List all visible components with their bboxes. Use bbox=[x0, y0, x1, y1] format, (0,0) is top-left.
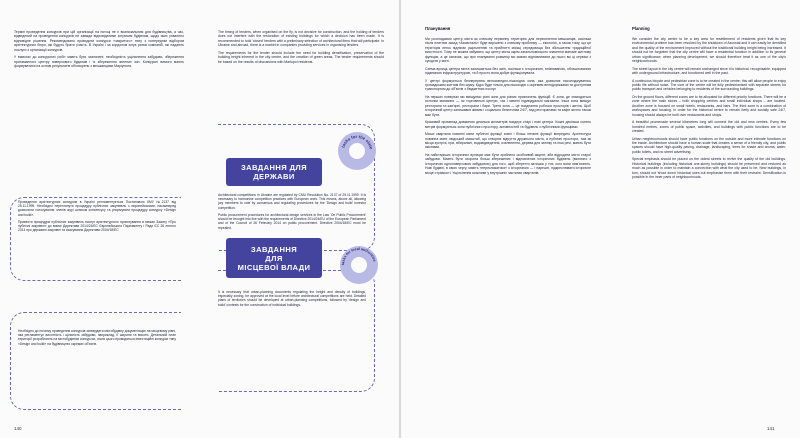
right-uk-column bbox=[425, 37, 591, 178]
task-state-en-paragraph-1: Architectural competitions in Ukraine are regulated by CMU Resolution No. 2137 of 25.11.1999. It is necessary to harmonise competition practices with European ones. This means, above all, allowing jury members to vote by consensus and regulating procedures for the 'Design and build' investor competition. bbox=[218, 193, 366, 210]
uk-paragraph: Схема вулиць центра міста залишається без змін, оскільки є історичною, впізнаваною, облаштованою підземною інфраструктурою, та й просто вона добре функціонувала. bbox=[425, 66, 591, 76]
uk-paragraph: Міські квартали повинні мати публічні функції зовні і більш інтимні функції всередині. Архітектура повинна мати людський масштаб, що створює відчуття дружнього міста, а публічні простори, такі як місця зустрічі, ігри, вбиральні, водовідведення, озеленення, дерева для затінку та інші речі, мають бути якісними. bbox=[425, 132, 591, 150]
en-paragraph: On the ground floors, different zones are to be allocated for different priority functions. There will be a zone where the main stores – both shopping centres and small individual shops – are located. Another zone is focused on small hotels, restaurants, and bars. The third zone is a combination of workspaces and housing. In order for the historical centre to remain lively and socially safe 24/7, housing should always be built over restaurants and shops. bbox=[632, 95, 786, 117]
task-state-uk-paragraph-1: Проведення архітектурних конкурсів в Україні регламентується Постановою КМУ №2137 від 25.11.1999. Необхідно переглянути процедуру публічних закупівель з європейськими, насамперед дозволити голосування членів журі шляхом консенсусу та унормувати процедуру конкурсу «Design and build». bbox=[18, 200, 176, 217]
task-local-label-line-1: ЗАВДАННЯ bbox=[250, 244, 298, 254]
task-local-en-paragraph: It is necessary that urban-planning documents regulating the height and density of buildings, especially zoning, be approved at the local level before architectural competitions are held. Detailed plans of territories should be developed at urban-planning competitions, followed by 'design and build' contests for the construction of individual buildings. bbox=[218, 290, 366, 307]
intro-uk-paragraph-1: Термін проведення конкурсів при цій організації на потоці не є визначальним для будівництва, а час, відведений на проведення конкурсів не завжди відповідатиме існуючим будівлям, щодо яких ухвалено відповідне рішення. Рекомендовано проводити конкурси «закритого» типу з попереднім відбором архітектурних бюро, які будуть брати участь. В Україні і за кордоном існує ринок компаній, які надають послуги з організації конкурсів. bbox=[14, 30, 184, 52]
uk-paragraph: Ми розглядаємо центр міста як ключову первинну територію для переселення мешканців, оскільки після плитних засад «Азовсталь» буде вирішено з ключову проблему — екологію, а також тому, що це територія легко підлягає ущільненню та прийнятті місяці середовища без збільшення традиційної висотності. Тому не можна забувати, що центр міста окрім загальноміського значення матиме житлову функцію, а це означає, що при плануванні розвитку ми маємо відновлювати до нього всі ці сервіси з сусідств у місті. bbox=[425, 37, 591, 64]
task-local-uk-text bbox=[18, 329, 176, 349]
task-local-label-line-2: ДЛЯ bbox=[265, 253, 283, 263]
task-state-label-line-1: ЗАВДАННЯ ДЛЯ bbox=[240, 163, 308, 172]
task-local-en-text bbox=[218, 290, 366, 310]
tasks-for-state-stamp-text: tasks for the state bbox=[340, 133, 374, 150]
right-en-column bbox=[632, 37, 786, 183]
uk-paragraph: У центрі формується безперервна велосипедно-пішохідна зона, яка дозволяє насолоджуватись громадським життям без шуму. Кдро буде тільки для пішоходів з окремим велодоріжками та доступним транспортом до об'єктів з бюджетних послуг. bbox=[425, 78, 591, 92]
en-paragraph: Urban neighbourhoods should have public functions on the outside and more intimate functions on the inside. Architecture should have a human scale that creates a sense of a friendly city, and public spaces should have high-quality paving, drainage, landscaping, trees for shade and aroma, water, public toilets, and no street advertising. bbox=[632, 136, 786, 154]
left-page bbox=[0, 0, 399, 438]
intro-en-paragraph-2: The requirements for the tender should include the need for building densification, preservation of the building height inherent in the city centre, and the creation of green areas. The tender requirements should be based on the results of discussions with Mariupol residents. bbox=[218, 50, 384, 64]
tasks-for-state-stamp-icon bbox=[336, 130, 378, 172]
tasks-for-local-stamp-text: tasks for local authorities bbox=[340, 246, 377, 266]
left-col2-intro bbox=[218, 30, 384, 67]
local-uk-frame bbox=[10, 312, 181, 410]
task-state-label bbox=[226, 158, 322, 186]
right-page bbox=[401, 0, 800, 438]
task-state-uk-paragraph-2: Привести процедури публічних закупівель послуг архітектурного проектування в межах Закону «Про публічні закупівлі» до вимог Директиви 2014/24/ЕС Європейського Парламенту і Ради ЄС 26 лютого 2014 про державні закупівлі та скасування Директиви 2004/18/ЕС bbox=[18, 220, 176, 233]
task-local-uk-paragraph: Необхідно до початку проведення конкурсів затвердити містобудівну документацію на місцевому рівні, яка регламентує висотність і щільність забудови, наприклад, її ширини та висоти. Детальний план території розробляють на містобудівних конкурсах, після цього проводяться інвестиційні конкурси типу «Design and build» на будівництво окремих об'єктів. bbox=[18, 329, 176, 346]
en-paragraph: The street layout in the city centre will remain unchanged since it is historical, recognisable, equipped with underground infrastructure, and functioned well in the past. bbox=[632, 66, 786, 76]
task-state-en-paragraph-2: Public procurement procedures for architectural design services in the Law 'On Public Procurement' should be brought into line with the requirements of Directive 2014/24/EU of the European Parliament and of the Council of 26 February 2014 on public procurement. Directive 2004/18/EC must be repealed. bbox=[218, 213, 366, 230]
task-state-label-line-2: ДЕРЖАВИ bbox=[253, 172, 295, 181]
heading-uk: Планування bbox=[425, 26, 451, 31]
page-number-right: 141 bbox=[767, 426, 775, 431]
left-col1-intro bbox=[14, 30, 184, 72]
page-number-left: 140 bbox=[14, 426, 22, 431]
heading-en: Planning bbox=[632, 26, 650, 31]
task-state-uk-text bbox=[18, 200, 176, 236]
en-paragraph: We consider the city centre to be a key area for resettlement of residents given that its key environmental problem has been resolved by the shutdown of Azovstal and it can easily be densified and the quality of the environment improved without the traditional building height being increased. It should not be forgotten that the city centre will have a residential function in addition to its general urban significance; when planning development, we should therefore treat it as one of the city's neighbourhoods. bbox=[632, 37, 786, 64]
en-paragraph: A continuous bicycle and pedestrian zone is to be created in the centre; this will allow people to enjoy public life without noise. The core of the centre will be fully pedestrianised with separate streets for public transport and vehicles belonging to residents of the surrounding buildings. bbox=[632, 78, 786, 92]
uk-paragraph: Красивий променад довжиною декілька кілометрів поєднує старі і нові центри. Кожні декілька сотень метрів формуються зони публічного простору, активностей та будівель з публічними функціями. bbox=[425, 120, 591, 129]
task-local-label-line-3: МІСЦЕВОЇ ВЛАДИ bbox=[237, 262, 311, 272]
uk-paragraph: На перших поверхах ми вміщуємо різні зони для різних призначень функцій. Є зона, де знаходяться ослонки магазини — як торговельні центри, так і мекені індивідуальні магазини. Інша зона вміщує ресторани та кав'ярні, ресторани і бари. Третя зона — це поєднання робочих просторів і житла. Щоб історичний центр залишався живим і соціально безпечним 24/7, над ресторанами та кафе житло також має бути. bbox=[425, 95, 591, 117]
en-paragraph: Special emphasis should be placed on the oldest streets to revive the quality of the old buildings. Historical buildings (including historical one-storey buildings) should be preserved and restored as much as possible in order to maintain a connection with what the city used to be. New buildings, in turn, should not 'shout down' historical ones but emphasise them with their restraint. Densification is possible in the inner parts of neighbourhoods. bbox=[632, 157, 786, 180]
tasks-for-local-authorities-stamp-icon bbox=[338, 244, 380, 286]
uk-paragraph: На найстаріших історичних вулицях має бути зроблено особливий акцент, аби відродити місто старої забудови. Мають бути охорона більш збережених і відновлених історичних будівель (включно з історичною одноповерховою забудовою) для того, щоб зберегти затишок у тих, кого вони пам'ятають. Нові будівлі, в свою чергу, мають «перекликатися» з історичною — і нарешті, підкреслювати історичне місце стрімкості. Ущільнення можливе у внутрішніх частинах кварталів. bbox=[425, 153, 591, 175]
local-en-frame bbox=[218, 270, 375, 392]
en-paragraph: A beautiful promenade several kilometres long will connect the old and new centres. Every few hundred metres, zones of public space, activities, and buildings with public functions are to be created. bbox=[632, 120, 786, 134]
intro-uk-paragraph-2: У вимогах до конкурсних робіт мають бути зазначені: необхідність ущільнення забудови, збереження притаманного центру поверхового будинків і їх збереження зелених зон. Конкурсні вимоги мають формуватися на основі результатів обговорень з мешканцями Маріуполя. bbox=[14, 55, 184, 69]
task-local-label bbox=[226, 238, 322, 278]
intro-en-paragraph-1: The timing of tenders, when organised on the fly, is not decisive for construction, and the holding of tenders does not interfere with the restoration of existing buildings for which a decision has been made. It is recommended to hold 'closed' tenders with a preliminary selection of architectural firms that will participate. In Ukraine and abroad, there is a market in companies providing services in organising tenders. bbox=[218, 30, 385, 48]
task-state-en-text bbox=[218, 193, 366, 233]
